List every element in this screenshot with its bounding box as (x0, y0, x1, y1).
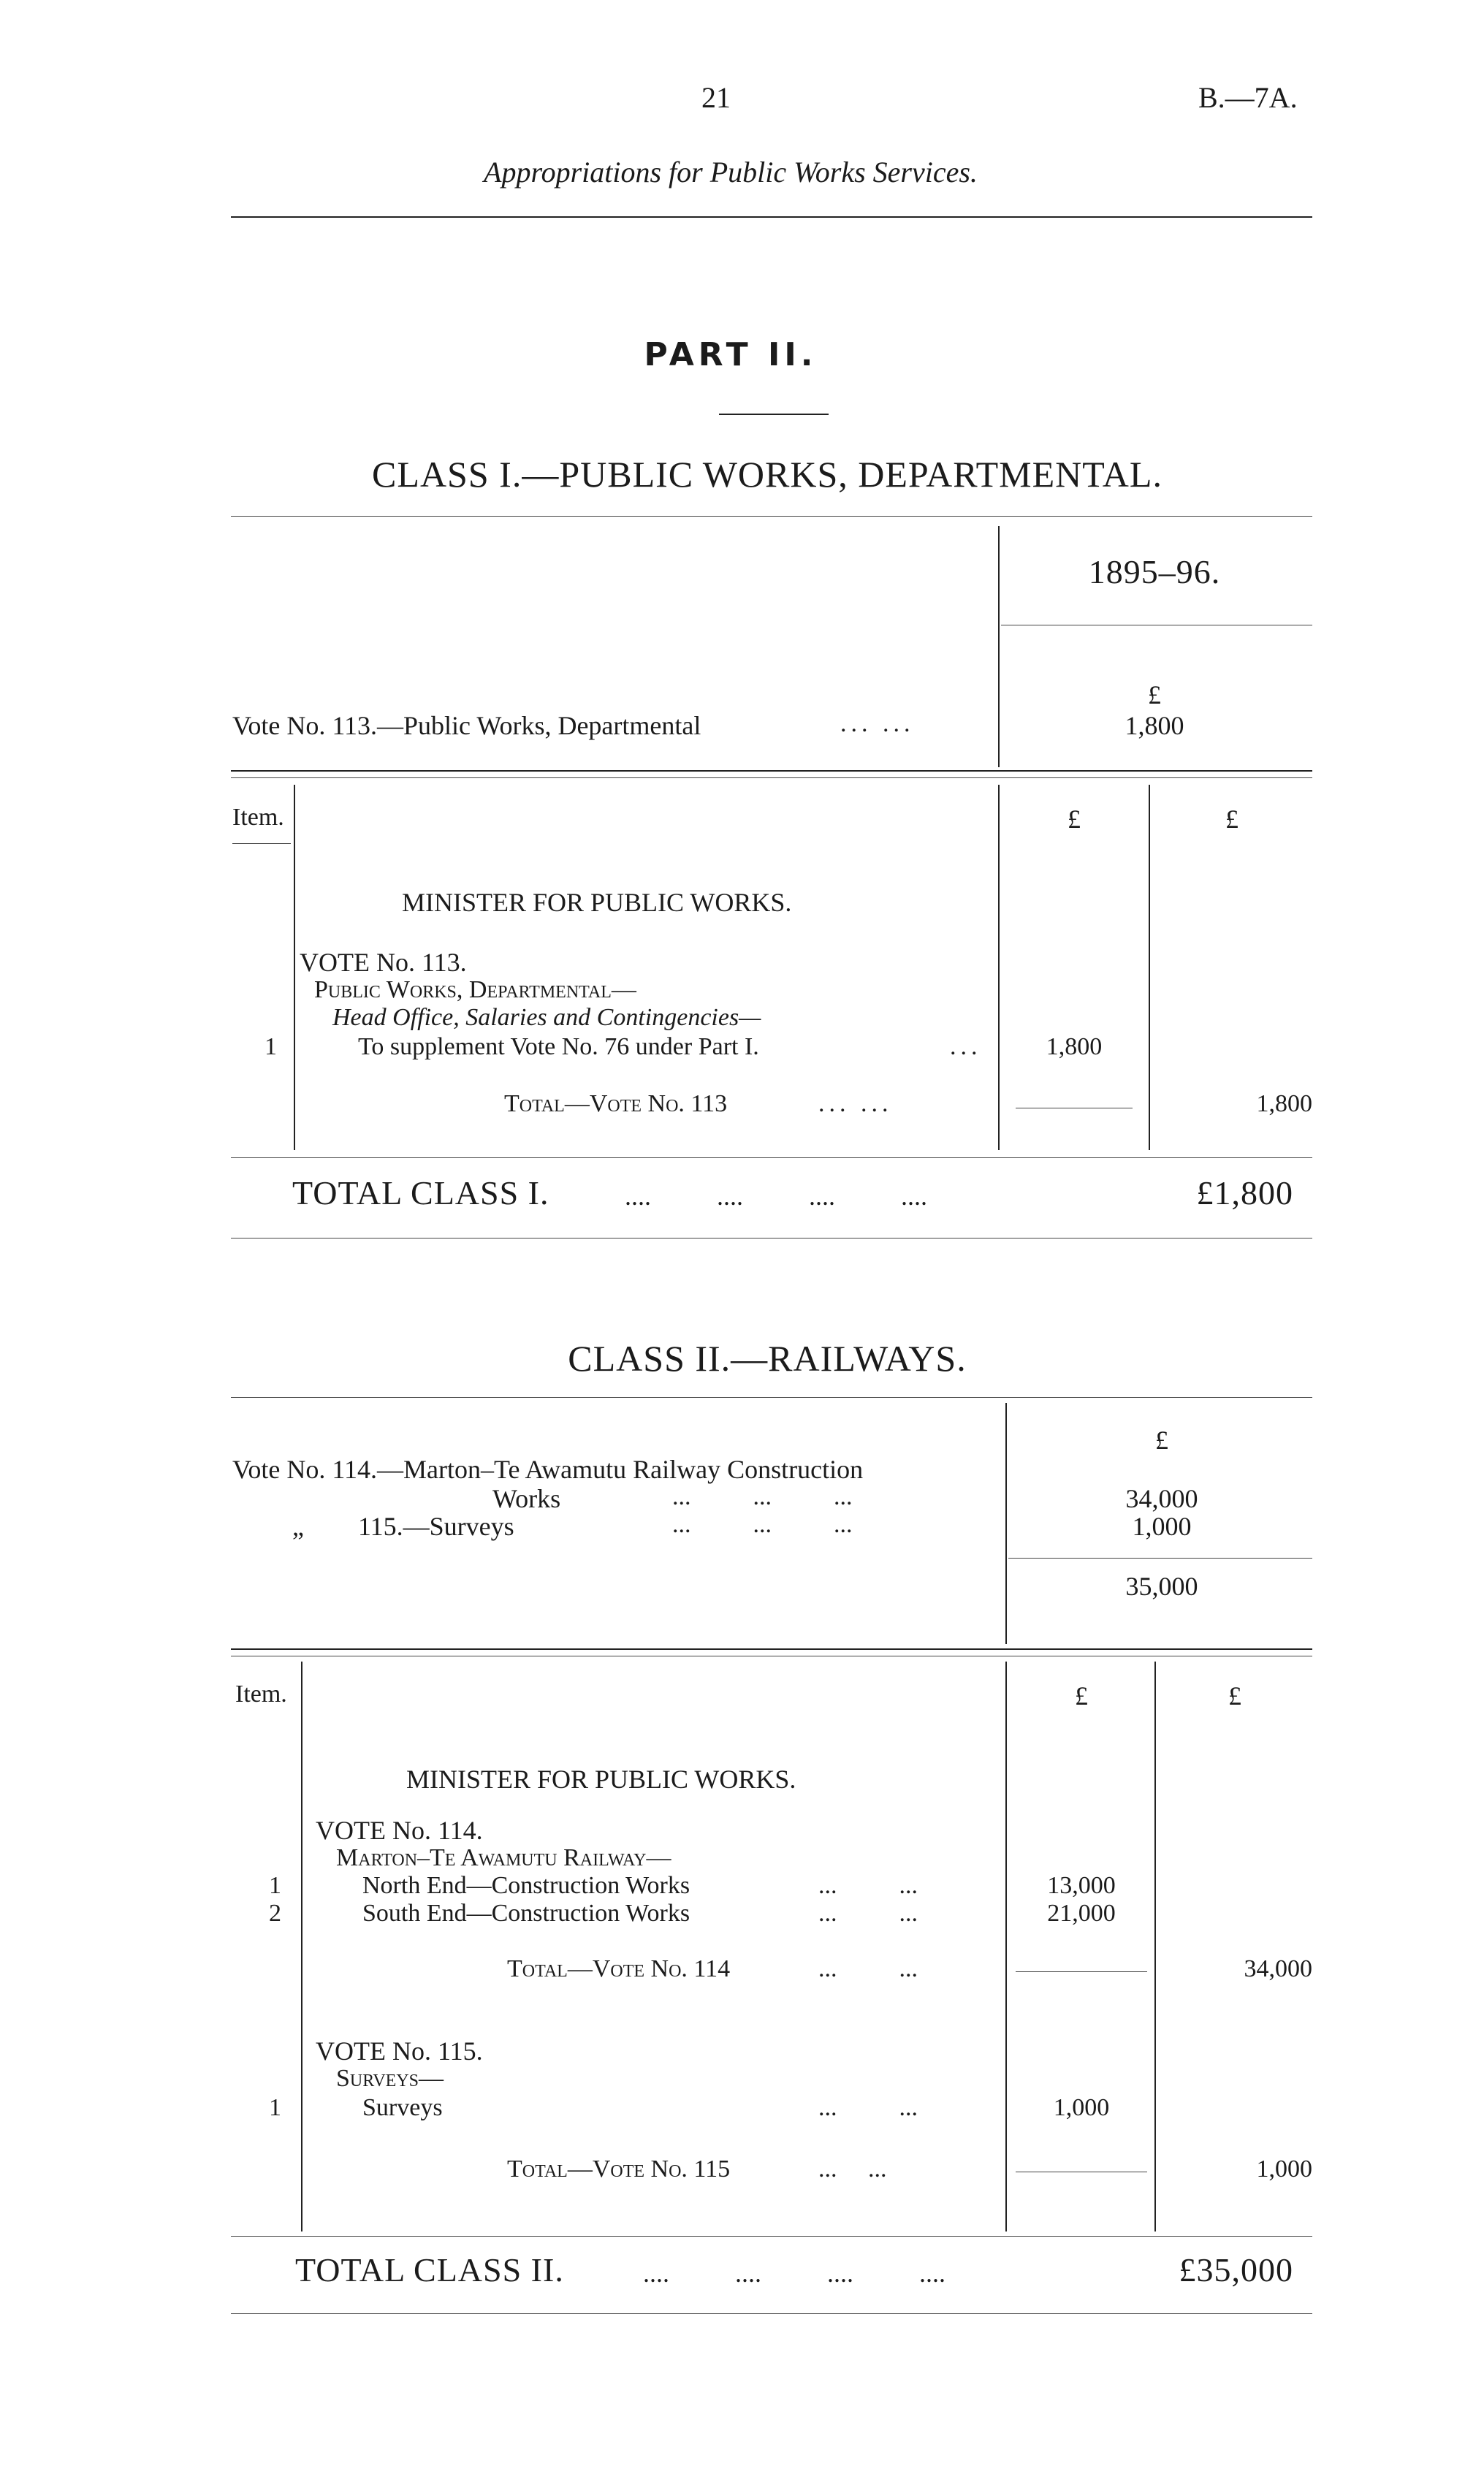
class1-year-header: 1895–96. (1088, 553, 1221, 590)
class1-col1-currency: £ (1068, 804, 1081, 834)
class1-total-label: TOTAL CLASS I. (292, 1174, 549, 1211)
class1-total-dots: .... .... .... .... (625, 1182, 927, 1211)
class2-summary-ditto: „ (292, 1512, 304, 1541)
class2-vote115-item1-dots: ... ... (818, 2094, 918, 2121)
class2-vote115-item1-amount: 1,000 (1053, 2094, 1110, 2121)
class2-summary-divider (1005, 1403, 1007, 1644)
class2-vote115-item1-label: Surveys (362, 2094, 443, 2121)
class2-vote114-item1-dots: ... ... (818, 1872, 918, 1899)
class1-amount-col-divider-2 (1149, 785, 1150, 1150)
class1-summary-amount: 1,800 (1125, 711, 1184, 740)
class2-vote114-item1-label: North End—Construction Works (362, 1872, 690, 1899)
class1-total-top-rule (231, 1157, 1312, 1158)
class1-summary-top-rule (231, 516, 1312, 517)
class2-vote115-total-label: Total—Vote No. 115 (507, 2156, 731, 2183)
header-rule (231, 216, 1312, 218)
class1-summary-label: Vote No. 113.—Public Works, Departmental (232, 711, 701, 740)
class1-subsubheading: Head Office, Salaries and Contingencies— (332, 1004, 761, 1031)
class1-double-rule-b (231, 777, 1312, 778)
class1-item-amount: 1,800 (1046, 1033, 1103, 1060)
class2-summary-top-rule (231, 1397, 1312, 1398)
class2-amount-col-divider-2 (1154, 1662, 1156, 2231)
class2-vote114-subtotal-rule (1016, 1971, 1147, 1972)
class1-double-rule-a (231, 770, 1312, 772)
class1-item-header: Item. (232, 804, 284, 831)
class2-vote114-item2-label: South End—Construction Works (362, 1900, 690, 1927)
class2-total-dots: .... .... .... .... (643, 2259, 945, 2288)
class2-vote114-heading: VOTE No. 114. (316, 1816, 483, 1845)
class2-amount-col-divider-1 (1005, 1662, 1007, 2231)
class1-item-dots: ... (950, 1033, 982, 1060)
class2-minister: MINISTER FOR PUBLIC WORKS. (406, 1765, 796, 1794)
class1-vote-heading: VOTE No. 113. (300, 948, 467, 977)
class1-col2-currency: £ (1225, 804, 1238, 834)
class2-summary-line3-dots: ... ... ... (672, 1511, 853, 1538)
class1-vote-total-label: Total—Vote No. 113 (504, 1090, 728, 1117)
class2-vote115-heading: VOTE No. 115. (316, 2036, 483, 2066)
class1-item-col-divider (294, 785, 295, 1150)
part-underline (719, 414, 829, 415)
class2-vote115-total-amount: 1,000 (1256, 2156, 1312, 2183)
class2-vote115-item1-number: 1 (269, 2094, 281, 2121)
class1-amount-col-divider-1 (998, 785, 1000, 1150)
class1-vote-total-dots: ... ... (818, 1090, 893, 1117)
class2-summary-line1: Vote No. 114.—Marton–Te Awamutu Railway Construction (232, 1455, 864, 1484)
class1-summary-dots: ... ... (840, 710, 915, 737)
class1-total-amount: £1,800 (1196, 1174, 1293, 1211)
document-reference: B.—7A. (1198, 81, 1298, 114)
class2-item-header: Item. (235, 1681, 287, 1708)
class2-vote114-item2-amount: 21,000 (1047, 1900, 1116, 1927)
class2-total-top-rule (231, 2236, 1312, 2237)
class2-vote114-item1-amount: 13,000 (1047, 1872, 1116, 1899)
class2-summary-line2: Works (492, 1484, 561, 1513)
class2-vote115-total-dots: ... ... (818, 2156, 887, 2183)
class1-subheading: Public Works, Departmental— (314, 976, 636, 1003)
class1-summary-divider (998, 526, 1000, 767)
class2-vote114-item2-number: 2 (269, 1900, 281, 1927)
class2-vote114-total-label: Total—Vote No. 114 (507, 1955, 731, 1982)
class1-summary-currency: £ (1148, 680, 1161, 709)
class2-vote114-item2-dots: ... ... (818, 1900, 918, 1927)
class2-vote114-item1-number: 1 (269, 1872, 281, 1899)
class2-summary-line2-dots: ... ... ... (672, 1483, 853, 1510)
part-heading: PART II. (644, 336, 818, 373)
class2-col1-currency: £ (1075, 1681, 1088, 1711)
page-number: 21 (701, 81, 731, 114)
class2-item-col-divider (301, 1662, 302, 2231)
class2-vote115-subheading: Surveys— (336, 2065, 444, 2092)
class2-summary-sum-rule (1008, 1558, 1312, 1559)
class2-vote114-total-amount: 34,000 (1244, 1955, 1312, 1982)
class1-item-header-rule (232, 843, 291, 844)
running-title: Appropriations for Public Works Services. (484, 156, 978, 189)
class1-vote-total-amount: 1,800 (1256, 1090, 1312, 1117)
class2-double-rule-a (231, 1648, 1312, 1650)
class2-vote114-subheading: Marton–Te Awamutu Railway— (336, 1844, 671, 1871)
class2-summary-amount-115: 1,000 (1132, 1512, 1192, 1541)
class1-item-number: 1 (265, 1033, 277, 1060)
class2-col2-currency: £ (1228, 1681, 1241, 1711)
class2-summary-total: 35,000 (1125, 1572, 1198, 1601)
class2-title: CLASS II.—RAILWAYS. (568, 1338, 967, 1379)
class2-total-label: TOTAL CLASS II. (295, 2251, 564, 2288)
class2-summary-amount-114: 34,000 (1125, 1484, 1198, 1513)
class1-item-label: To supplement Vote No. 76 under Part I. (358, 1033, 759, 1060)
class2-total-bottom-rule (231, 2313, 1312, 2314)
class1-minister: MINISTER FOR PUBLIC WORKS. (402, 888, 792, 917)
class2-vote114-total-dots: ... ... (818, 1955, 918, 1982)
class2-total-amount: £35,000 (1179, 2251, 1293, 2288)
class2-summary-currency: £ (1155, 1426, 1168, 1455)
class1-title: CLASS I.—PUBLIC WORKS, DEPARTMENTAL. (372, 454, 1163, 495)
class2-summary-line3: 115.—Surveys (358, 1512, 514, 1541)
